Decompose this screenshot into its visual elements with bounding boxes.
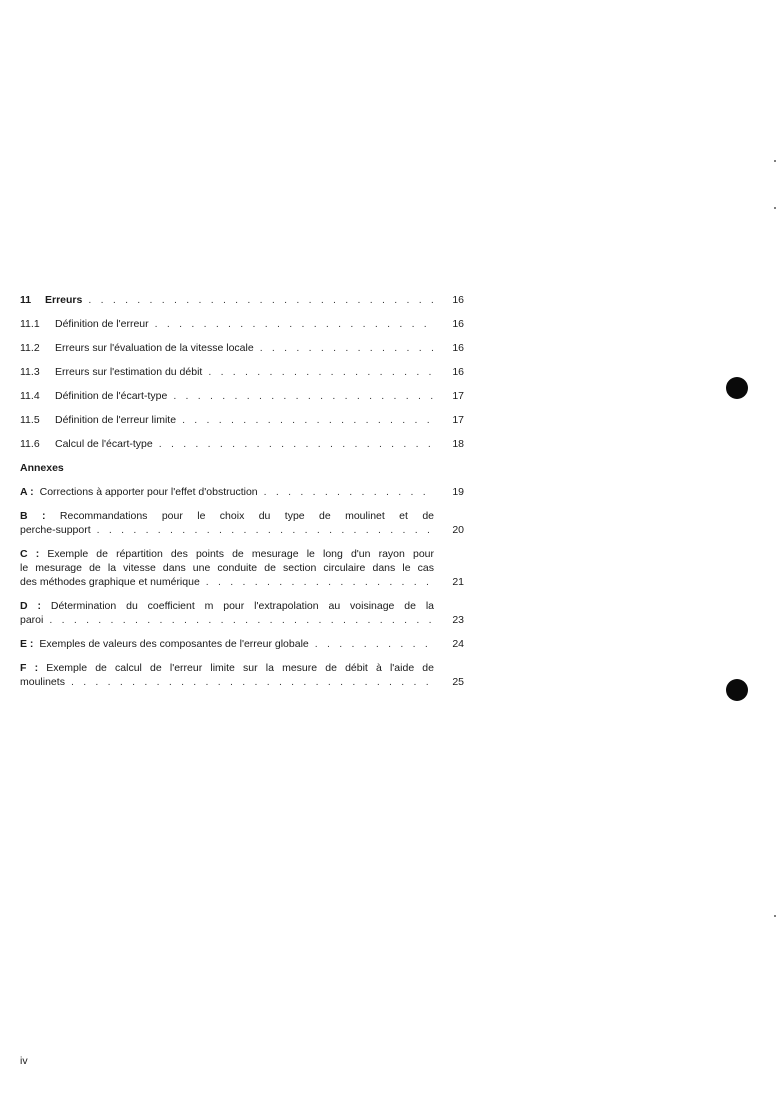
toc-entry-page: 16 (452, 318, 464, 330)
dot-leader (182, 413, 434, 427)
dot-leader (155, 317, 434, 331)
toc-entry-title-last-line: moulinets (20, 676, 65, 688)
punch-hole-mark-bottom (726, 679, 748, 701)
toc-entry-number: 11.3 (20, 366, 40, 378)
toc-entry-page: 17 (452, 414, 464, 426)
toc-entry-annex-e[interactable] (20, 637, 464, 651)
dot-leader (208, 365, 434, 379)
toc-entry-page: 17 (452, 390, 464, 402)
toc-entry-title: Calcul de l'écart-type (55, 438, 153, 450)
toc-entry-title-line: Recommandations pour le choix du type de moulinet et de (59, 510, 435, 522)
toc-entry-title-line: Exemple de calcul de l'erreur limite sur la mesure de débit à l'aide de (46, 662, 434, 674)
toc-entry-number: 11.2 (20, 342, 40, 354)
toc-entry-title: Erreurs (45, 294, 83, 306)
toc-entry-page: 16 (452, 294, 464, 306)
dot-leader (173, 389, 434, 403)
toc-entry-title (20, 547, 434, 561)
toc-entry-11[interactable] (20, 293, 464, 307)
toc-entry-title (20, 509, 434, 523)
toc-entry-page: 25 (452, 676, 464, 688)
annex-letter: A : (20, 486, 34, 498)
annex-letter: D : (20, 600, 41, 612)
toc-entry-number: 11 (20, 294, 32, 306)
toc-entry-title-line: le mesurage de la vitesse dans une conduite de section circulaire dans le cas (20, 562, 434, 574)
dot-leader (71, 675, 434, 689)
toc-entry-number: 11.1 (20, 318, 40, 330)
punch-hole-mark-top (726, 377, 748, 399)
table-of-contents (20, 293, 464, 699)
scan-speck (774, 207, 776, 209)
toc-entry-page: 24 (452, 638, 464, 650)
toc-entry-title-last-line: perche-support (20, 524, 91, 536)
toc-entry-number: 11.5 (20, 414, 40, 426)
annex-letter: C : (20, 548, 40, 560)
toc-entry-page: 16 (452, 342, 464, 354)
toc-entry-title (20, 599, 434, 613)
toc-entry-annex-d[interactable] (20, 599, 464, 627)
toc-entry-title: Erreurs sur l'évaluation de la vitesse locale (55, 342, 254, 354)
annex-letter: E : (20, 638, 34, 650)
toc-entry-11-1[interactable] (20, 317, 464, 331)
dot-leader (206, 575, 434, 589)
toc-entry-11-4[interactable] (20, 389, 464, 403)
toc-entry-page: 23 (452, 614, 464, 626)
toc-entry-title: Erreurs sur l'estimation du débit (55, 366, 203, 378)
annexes-heading: Annexes (20, 462, 64, 474)
page-number: iv (20, 1055, 28, 1067)
toc-entry-title (20, 661, 434, 675)
toc-entry-number: 11.4 (20, 390, 40, 402)
toc-entry-title-line: Détermination du coefficient m pour l'extrapolation au voisinage de la (50, 600, 435, 612)
toc-entry-page: 21 (452, 576, 464, 588)
annex-letter: F : (20, 662, 39, 674)
dot-leader (97, 523, 434, 537)
toc-entry-11-2[interactable] (20, 341, 464, 355)
toc-entry-page: 16 (452, 366, 464, 378)
toc-entry-title: Corrections à apporter pour l'effet d'obstruction (39, 486, 258, 498)
toc-entry-title: Définition de l'erreur limite (55, 414, 177, 426)
annex-letter: B : (20, 510, 46, 522)
toc-entry-page: 18 (452, 438, 464, 450)
toc-entry-title (20, 561, 434, 575)
toc-entry-title: Définition de l'écart-type (55, 390, 168, 402)
toc-entry-annex-b[interactable] (20, 509, 464, 537)
toc-entry-title-line: Exemple de répartition des points de mesurage le long d'un rayon pour (47, 548, 434, 560)
toc-entry-page: 19 (452, 486, 464, 498)
scan-speck (774, 915, 776, 917)
toc-entry-annex-f[interactable] (20, 661, 464, 689)
toc-entry-11-5[interactable] (20, 413, 464, 427)
toc-entry-11-3[interactable] (20, 365, 464, 379)
dot-leader (264, 485, 434, 499)
dot-leader (159, 437, 434, 451)
toc-entry-title: Définition de l'erreur (55, 318, 149, 330)
dot-leader (88, 293, 434, 307)
scan-speck (774, 160, 776, 162)
toc-entry-annex-c[interactable] (20, 547, 464, 589)
toc-entry-11-6[interactable] (20, 437, 464, 451)
toc-entry-page: 20 (452, 524, 464, 536)
dot-leader (315, 637, 434, 651)
toc-entry-title-last-line: paroi (20, 614, 44, 626)
toc-entry-number: 11.6 (20, 438, 40, 450)
dot-leader (260, 341, 434, 355)
toc-entry-annex-a[interactable] (20, 485, 464, 499)
toc-entry-title-last-line: des méthodes graphique et numérique (20, 576, 200, 588)
toc-entry-title: Exemples de valeurs des composantes de l'erreur globale (39, 638, 309, 650)
dot-leader (49, 613, 434, 627)
